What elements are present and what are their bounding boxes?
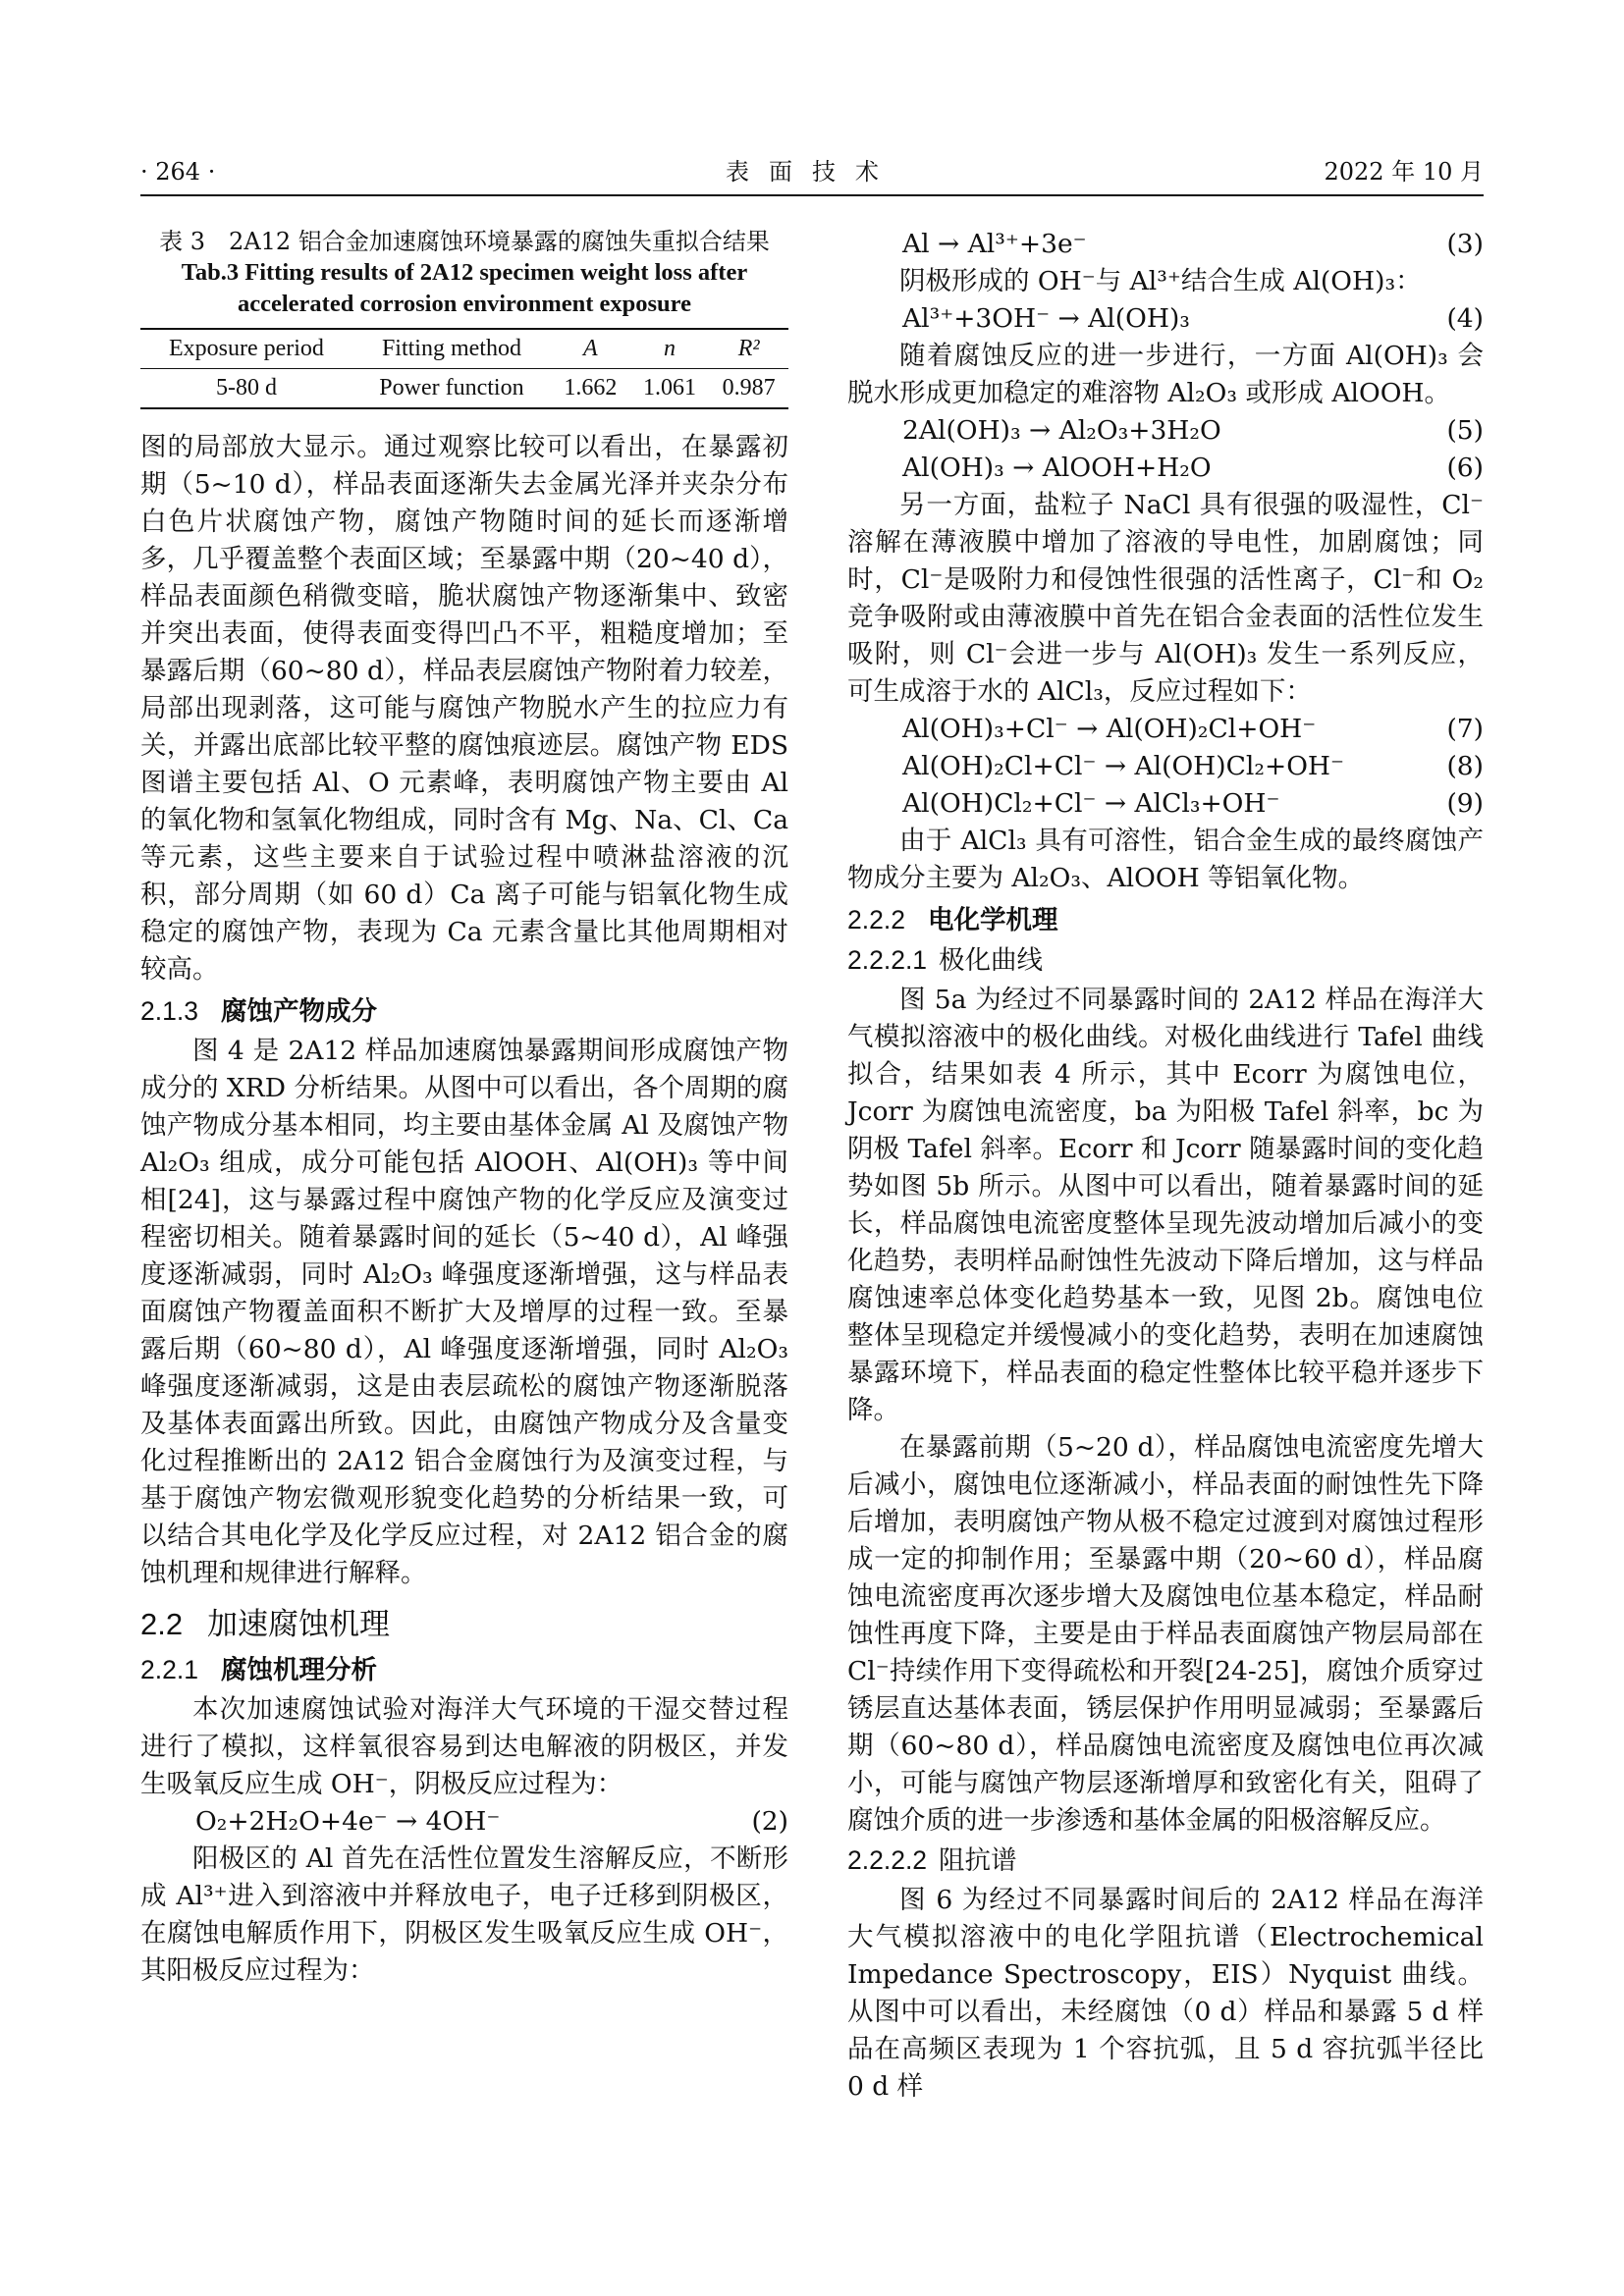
equation-number: (6) bbox=[1446, 453, 1484, 483]
section-title: 腐蚀机理分析 bbox=[221, 1655, 377, 1685]
cell-n: 1.061 bbox=[642, 375, 696, 400]
equation-text: Al(OH)₃+Cl⁻ → Al(OH)₂Cl+OH⁻ bbox=[902, 714, 1317, 744]
paragraph: 由于 AlCl₃ 具有可溶性，铝合金生成的最终腐蚀产物成分主要为 Al₂O₃、AlOOH 等铝氧化物。 bbox=[847, 826, 1484, 893]
section-number: 2.2.1 bbox=[140, 1655, 198, 1684]
paragraph: 阴极形成的 OH⁻与 Al³⁺结合生成 Al(OH)₃： bbox=[899, 266, 1422, 296]
right-column bbox=[847, 226, 1484, 2106]
cell-a: 1.662 bbox=[564, 375, 618, 400]
paragraph: 图的局部放大显示。通过观察比较可以看出，在暴露初期（5~10 d），样品表面逐渐失去金属光泽并夹杂分布白色片状腐蚀产物，腐蚀产物随时间的延长而逐渐增多，几乎覆盖整个表面区域；至暴露中期（20~40 d），样品表面颜色稍微变暗，脆状腐蚀产物逐渐集中、致密并突出表面，使得表面变得凹凸不平，粗糙度增加；至暴露后期（60~80 d），样品表层腐蚀产物附着力较差，局部出现剥落，这可能与腐蚀产物脱水产生的拉应力有关，并露出底部比较平整的腐蚀痕迹层。腐蚀产物 EDS 图谱主要包括 Al、O 元素峰，表明腐蚀产物主要由 Al 的氧化物和氢氧化物组成，同时含有 Mg、Na、Cl、Ca 等元素，这些主要来自于试验过程中喷淋盐溶液的沉积，部分周期（如 60 d）Ca 离子可能与铝氧化物生成稳定的腐蚀产物，表现为 Ca 元素含量比其他周期相对较高。 bbox=[140, 432, 788, 985]
section-title: 腐蚀产物成分 bbox=[221, 996, 377, 1027]
cell-period: 5-80 d bbox=[215, 375, 277, 400]
section-title: 电化学机理 bbox=[928, 905, 1058, 935]
issue-date: 2022 年 10 月 bbox=[1324, 158, 1484, 186]
section-title: 加速腐蚀机理 bbox=[207, 1607, 390, 1642]
col-r2: R² bbox=[737, 336, 760, 361]
paragraph: 图 4 是 2A12 样品加速腐蚀暴露期间形成腐蚀产物成分的 XRD 分析结果。从图中可以看出，各个周期的腐蚀产物成分基本相同，均主要由基体金属 Al 及腐蚀产物 Al₂O₃ 组成，成分可能包括 AlOOH、Al(OH)₃ 等中间相[24]，这与暴露过程中腐蚀产物的化学反应及演变过程密切相关。随着暴露时间的延长（5~40 d），Al 峰强度逐渐减弱，同时 Al₂O₃ 峰强度逐渐增强，这与样品表面腐蚀产物覆盖面积不断扩大及增厚的过程一致。至暴露后期（60~80 d），Al 峰强度逐渐增强，同时 Al₂O₃ 峰强度逐渐减弱，这是由表层疏松的腐蚀产物逐渐脱落及基体表面露出所致。因此，由腐蚀产物成分及含量变化过程推断出的 2A12 铝合金腐蚀行为及演变过程，与基于腐蚀产物宏微观形貌变化趋势的分析结果一致，可以结合其电化学及化学反应过程，对 2A12 铝合金的腐蚀机理和规律进行解释。 bbox=[140, 1036, 788, 1588]
section-number: 2.2.2.1 bbox=[847, 945, 928, 975]
col-n: n bbox=[663, 336, 676, 361]
section-number: 2.2 bbox=[140, 1607, 184, 1641]
equation-text: Al(OH)Cl₂+Cl⁻ → AlCl₃+OH⁻ bbox=[902, 788, 1280, 819]
equation-text: 2Al(OH)₃ → Al₂O₃+3H₂O bbox=[902, 415, 1221, 446]
col-exposure-period: Exposure period bbox=[168, 336, 324, 361]
equation-9 bbox=[847, 785, 1484, 823]
equation-number: (8) bbox=[1446, 751, 1484, 781]
paragraph: 图 6 为经过不同暴露时间后的 2A12 样品在海洋大气模拟溶液中的电化学阻抗谱（Electrochemical Impedance Spectroscopy，EIS）Nyquist 曲线。从图中可以看出，未经腐蚀（0 d）样品和暴露 5 d 样品在高频区表现为 1 个容抗弧，且 5 d 容抗弧半径比 0 d 样 bbox=[847, 1885, 1484, 2102]
section-number: 2.2.2.2 bbox=[847, 1845, 928, 1875]
equation-number: (7) bbox=[1446, 714, 1484, 744]
journal-title: 表面技术 bbox=[726, 158, 898, 186]
running-header bbox=[140, 155, 1484, 188]
left-column bbox=[140, 226, 788, 1990]
equation-6 bbox=[847, 450, 1484, 487]
section-heading-2-2-1 bbox=[140, 1651, 788, 1689]
section-heading-2-2-2-2 bbox=[847, 1842, 1484, 1880]
paragraph: 本次加速腐蚀试验对海洋大气环境的干湿交替过程进行了模拟，这样氧很容易到达电解液的阴极区，并发生吸氧反应生成 OH⁻，阴极反应过程为： bbox=[140, 1694, 788, 1799]
section-heading-2-1-3 bbox=[140, 992, 788, 1031]
equation-3 bbox=[847, 226, 1484, 263]
equation-5 bbox=[847, 412, 1484, 450]
section-heading-2-2-2-1 bbox=[847, 941, 1484, 980]
equation-8 bbox=[847, 748, 1484, 785]
page-number: · 264 · bbox=[140, 158, 216, 186]
section-title: 极化曲线 bbox=[939, 945, 1044, 976]
section-heading-2-2-2 bbox=[847, 901, 1484, 939]
table-header-row bbox=[140, 329, 788, 369]
equation-text: Al(OH)₃ → AlOOH+H₂O bbox=[902, 453, 1212, 483]
fitting-results-table bbox=[140, 328, 788, 409]
table-3 bbox=[140, 226, 788, 409]
paragraph: 在暴露前期（5~20 d），样品腐蚀电流密度先增大后减小，腐蚀电位逐渐减小，样品表面的耐蚀性先下降后增加，表明腐蚀产物从极不稳定过渡到对腐蚀过程形成一定的抑制作用；至暴露中期（20~60 d），样品腐蚀电流密度再次逐步增大及腐蚀电位基本稳定，样品耐蚀性再度下降，主要是由于样品表面腐蚀产物层局部在 Cl⁻持续作用下变得疏松和开裂[24-25]，腐蚀介质穿过锈层直达基体表面，锈层保护作用明显减弱；至暴露后期（60~80 d），样品腐蚀电流密度及腐蚀电位再次减小，可能与腐蚀产物层逐渐增厚和致密化有关，阻碍了腐蚀介质的进一步渗透和基体金属的阳极溶解反应。 bbox=[847, 1432, 1484, 1836]
paragraph: 阳极区的 Al 首先在活性位置发生溶解反应，不断形成 Al³⁺进入到溶液中并释放电子，电子迁移到阴极区，在腐蚀电解质作用下，阴极区发生吸氧反应生成 OH⁻，其阳极反应过程为： bbox=[140, 1843, 788, 1986]
table-caption-en: Tab.3 Fitting results of 2A12 specimen weight loss after bbox=[181, 259, 748, 286]
equation-number: (5) bbox=[1446, 415, 1484, 446]
equation-number: (3) bbox=[1446, 229, 1484, 259]
table-caption-en-2: accelerated corrosion environment exposure bbox=[237, 291, 691, 317]
equation-7 bbox=[847, 711, 1484, 748]
equation-text: Al → Al³⁺+3e⁻ bbox=[902, 229, 1087, 259]
header-rule bbox=[140, 194, 1484, 196]
equation-number: (2) bbox=[751, 1806, 788, 1837]
col-a: A bbox=[582, 336, 598, 361]
equation-text: O₂+2H₂O+4e⁻ → 4OH⁻ bbox=[195, 1806, 501, 1837]
table-caption-cn: 表 3 2A12 铝合金加速腐蚀环境暴露的腐蚀失重拟合结果 bbox=[159, 228, 770, 255]
paragraph: 另一方面，盐粒子 NaCl 具有很强的吸湿性，Cl⁻溶解在薄液膜中增加了溶液的导电性，加剧腐蚀；同时，Cl⁻是吸附力和侵蚀性很强的活性离子，Cl⁻和 O₂ 竞争吸附或由薄液膜中首先在铝合金表面的活性位发生吸附，则 Cl⁻会进一步与 Al(OH)₃ 发生一系列反应，可生成溶于水的 AlCl₃，反应过程如下： bbox=[847, 490, 1484, 707]
section-number: 2.1.3 bbox=[140, 996, 198, 1026]
section-title: 阻抗谱 bbox=[939, 1845, 1017, 1876]
equation-number: (9) bbox=[1446, 788, 1484, 819]
paragraph: 图 5a 为经过不同暴露时间的 2A12 样品在海洋大气模拟溶液中的极化曲线。对极化曲线进行 Tafel 曲线拟合，结果如表 4 所示，其中 Ecorr 为腐蚀电位，Jcorr 为腐蚀电流密度，ba 为阳极 Tafel 斜率，bc 为阴极 Tafel 斜率。Ecorr 和 Jcorr 随暴露时间的变化趋势如图 5b 所示。从图中可以看出，随着暴露时间的延长，样品腐蚀电流密度整体呈现先波动增加后减小的变化趋势，表明样品耐蚀性先波动下降后增加，这与样品腐蚀速率总体变化趋势基本一致，见图 2b。腐蚀电位整体呈现稳定并缓慢减小的变化趋势，表明在加速腐蚀暴露环境下，样品表面的稳定性整体比较平稳并逐步下降。 bbox=[847, 985, 1484, 1425]
paragraph: 随着腐蚀反应的进一步进行，一方面 Al(OH)₃ 会脱水形成更加稳定的难溶物 Al₂O₃ 或形成 AlOOH。 bbox=[847, 341, 1484, 408]
equation-text: Al(OH)₂Cl+Cl⁻ → Al(OH)Cl₂+OH⁻ bbox=[902, 751, 1345, 781]
col-fitting-method: Fitting method bbox=[381, 336, 521, 361]
section-heading-2-2 bbox=[140, 1602, 788, 1647]
cell-method: Power function bbox=[379, 375, 524, 400]
section-number: 2.2.2 bbox=[847, 905, 905, 934]
table-row bbox=[140, 369, 788, 409]
cell-r2: 0.987 bbox=[722, 375, 776, 400]
equation-4 bbox=[847, 300, 1484, 338]
equation-number: (4) bbox=[1446, 303, 1484, 334]
equation-text: Al³⁺+3OH⁻ → Al(OH)₃ bbox=[902, 303, 1190, 334]
equation-2 bbox=[140, 1803, 788, 1841]
